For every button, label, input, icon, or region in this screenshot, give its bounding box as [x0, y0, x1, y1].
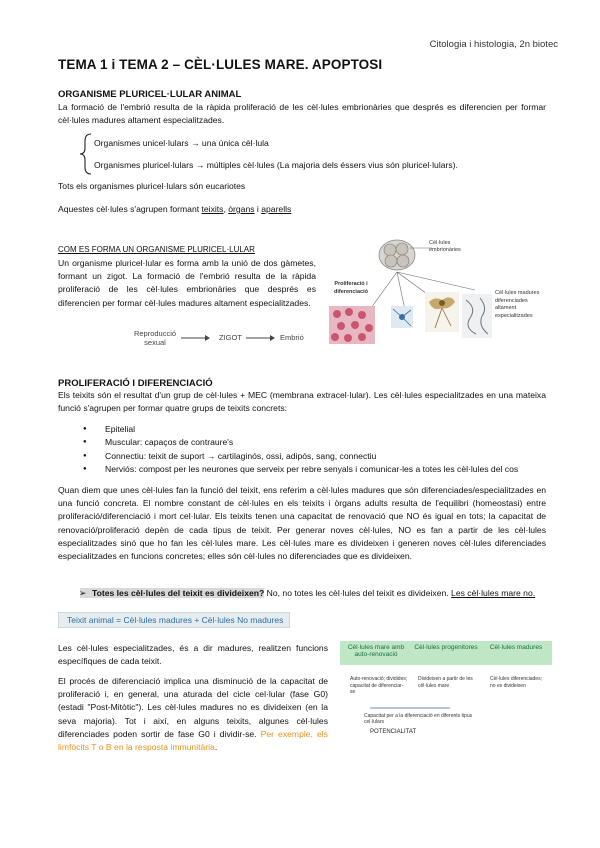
grouping-text: Aquestes cèl·lules s'agrupen formant	[58, 204, 202, 214]
header-course: Citologia i histologia, 2n biotec	[429, 39, 558, 50]
pointer-line	[410, 246, 432, 250]
period: .	[214, 742, 218, 753]
question-text: Totes les cèl·lules del teixit es divideixen?	[80, 588, 264, 598]
brace-icon	[79, 133, 93, 175]
embryonic-label: Cèl·lules embrionàries	[429, 240, 461, 253]
table-note: Capacitat per a la diferenciació en diferents tipus cel·lulars	[364, 713, 473, 725]
differentiation-paragraph	[58, 675, 328, 754]
prolif-label: Proliferació i diferenciació	[334, 281, 368, 295]
question-line	[80, 587, 550, 600]
conjunction: i	[254, 204, 262, 214]
unicellular-item: Organismes unicel·lulars → una única cèl·lula	[94, 138, 269, 148]
list-item: ● Epitelial	[81, 423, 551, 436]
specialized-paragraph: Les cèl·lules especialitzades, és a dir madures, realitzen funcions específiques de cada teixit.	[58, 643, 328, 667]
arrow-icon	[181, 334, 211, 342]
pluricellular-item: Organismes pluricel·lulars → múltiples cèl·lules (La majoria dels éssers vius són pluricel·lulars).	[94, 160, 458, 170]
arrow-icon	[246, 334, 276, 342]
section-heading-proliferacio: PROLIFERACIÓ I DIFERENCIACIÓ	[58, 378, 213, 389]
brace-list	[94, 132, 458, 176]
formation-paragraph: Un organisme pluricel·lular es forma amb la unió de dos gàmetes, formant un zigot. La formació de l'embrió resulta de la ràpida proliferació de les cèl·lules embrionàries que després es diferencien per formar cèl·lules madures altament especialitzades.	[58, 258, 316, 308]
answer-text: No, no totes les cèl·lules del teixit es divideixen.	[264, 588, 452, 598]
eukaryote-line: Tots els organismes pluricel·lulars són eucariotes	[58, 181, 246, 191]
page-title: TEMA 1 i TEMA 2 – CÈL·LULES MARE. APOPTOSI	[58, 57, 383, 72]
grouping-line	[58, 203, 291, 216]
flow-step-embrio: Embrió	[280, 333, 304, 342]
table-cell-stem: Auto-renovació; dividides; capacitat de diferenciar-se	[350, 676, 408, 695]
tissues-intro: Els teixits són el resultat d'un grup de cèl·lules + MEC (membrana extracel·lular). Les cèl·lules especialitzades en una mateixa funció s'agrupen per formar quatre grups de teixits concrets:	[58, 390, 546, 414]
aparells-term: aparells	[261, 204, 292, 214]
neuron-image	[391, 306, 413, 328]
potentiality-label: POTENCIALITAT	[370, 729, 417, 735]
blood-cells-image	[329, 306, 375, 344]
differentiation-figure	[325, 234, 550, 352]
flow-step-zigot: ZIGOT	[219, 333, 242, 342]
stem-cell-table	[340, 641, 552, 739]
section-heading-com-es-forma: COM ES FORMA UN ORGANISME PLURICEL·LULAR	[58, 245, 255, 254]
organs-term: òrgans	[228, 204, 255, 214]
mature-label: Cèl·lules madures diferenciades altament especialitzades	[495, 290, 540, 319]
tissue-formula-banner: Teixit animal = Cèl·lules madures + Cèl·lules No madures	[58, 612, 290, 628]
teixits-term: teixits	[201, 204, 224, 214]
muscle-image	[425, 292, 459, 332]
table-cell-progenitor: Divideixen a partir de les cèl·lules mare	[418, 676, 473, 689]
mature-cells-paragraph: Quan diem que unes cèl·lules fan la funció del teixit, ens referim a cèl·lules madures que són diferenciades/especialitzades en una funció concreta. El nombre constant de cèl·lules en els teixits i òrgans adults resulta de l'equilibri (homeostasi) entre proliferació/diferenciació i mort cel·lular. Els teixits tenen una capacitat de renovació que NO és igual en tots; la capacitat de renovació/proliferació depèn de cada tipus de teixit. Per generar noves cèl·lules, NO es fan a partir de les cèl·lules especialitzades sinó que ho fan les cèl·lules mare. Les cèl·lules mare es divideixen i generen noves cèl·lules diferenciades especialitzades en funcions concretes; elles són cèl·lules no diferenciades que es divideixen.	[58, 485, 546, 562]
table-header-progenitor: Cèl·lules progenitores	[414, 644, 478, 651]
answer-underlined: Les cèl·lules mare no.	[451, 588, 536, 598]
embryo-cells-image	[377, 238, 417, 272]
flow-diagram	[133, 327, 323, 353]
differentiation-text: El procés de diferenciació implica una disminució de la capacitat de proliferació i, en general, una aturada del cicle cel·lular (fase G0) (estadi "Post-Mitòtic"). Les cèl·lules madures no es divideixen (en la seva majoria). Tot i així, en alguns teixits, algunes cèl·lules diferenciades poden sortir de fase G0 i dividir-se.	[58, 676, 328, 739]
potency-line	[370, 705, 450, 711]
comma: ,	[223, 204, 229, 214]
flow-step-reproduction: Reproducció sexual	[133, 329, 177, 347]
section-heading-organisme: ORGANISME PLURICEL·LULAR ANIMAL	[58, 89, 242, 100]
table-cell-mature: Cèl·lules diferenciades; no es divideixen	[490, 676, 542, 689]
table-header-mature: Cèl·lules madures	[489, 644, 543, 651]
arrow-bullet-icon: ➢	[79, 588, 87, 598]
intro-paragraph: La formació de l'embrió resulta de la ràpida proliferació de les cèl·lules embrionàries que després es diferencien per formar cèl·lules madures altament especialitzades.	[58, 102, 546, 126]
tissue-types-list	[81, 423, 551, 476]
tissue-image	[462, 294, 492, 338]
list-item: ● Muscular: capaços de contraure's	[81, 436, 551, 449]
list-item: ● Nerviós: compost per les neurones que serveix per rebre senyals i comunicar-les a totes les cèl·lules del cos	[81, 463, 551, 476]
lymphocyte-example: Per exemple, els limfòcits T o B en la resposta immunitària	[58, 728, 328, 753]
list-item: ● Connectiu: teixit de suport → cartilaginós, ossi, adipós, sang, connectiu	[81, 450, 551, 463]
table-header-stem: Cèl·lules mare amb auto-renovació	[347, 644, 405, 658]
